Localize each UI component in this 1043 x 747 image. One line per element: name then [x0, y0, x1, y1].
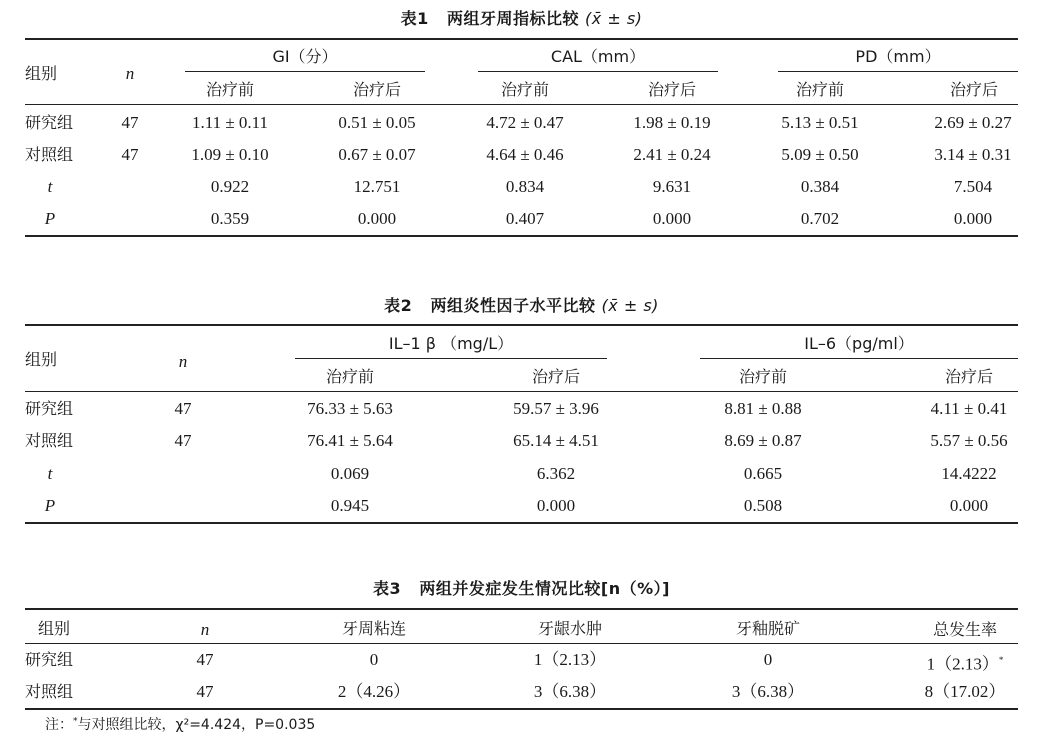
cell-cal-before: 4.72 ± 0.47 [486, 113, 564, 132]
table2-subheader-after: 治疗后 [531, 367, 580, 386]
cell-il1-after: 6.362 [536, 464, 576, 483]
table1-top-rule [25, 38, 1018, 40]
row-n: 47 [196, 650, 214, 669]
cell-il6-before: 8.81 ± 0.88 [724, 399, 802, 418]
table1-subheader-after: 治疗后 [352, 80, 401, 99]
cell-edema: 1（2.13） [533, 650, 607, 669]
row-n: 47 [196, 682, 214, 701]
row-label: 研究组 [25, 650, 74, 669]
cell-adhesion: 2（4.26） [337, 682, 411, 701]
cell-il6-before: 0.508 [743, 496, 783, 515]
table1-bottom-rule [25, 235, 1018, 237]
cell-il1-after: 59.57 ± 3.96 [513, 399, 599, 418]
cell-il1-before: 0.069 [330, 464, 370, 483]
table2-header-rule [25, 391, 1018, 392]
row-label: 对照组 [25, 431, 74, 450]
cell-adhesion: 0 [369, 650, 379, 669]
cell-il1-after: 0.000 [536, 496, 576, 515]
cell-pd-before: 5.09 ± 0.50 [781, 145, 859, 164]
cell-gi-after: 0.000 [357, 209, 397, 228]
cell-cal-after: 2.41 ± 0.24 [633, 145, 711, 164]
table1-header-group: 组别 [25, 64, 58, 83]
cell-gi-before: 0.922 [210, 177, 250, 196]
table2-caption-stat: (x̄ ± s) [601, 296, 659, 315]
row-n: 47 [121, 145, 139, 164]
cell-pd-after: 0.000 [953, 209, 993, 228]
cell-total-value: 1（2.13） [926, 654, 999, 674]
table2-header-n: n [178, 352, 188, 371]
footnote-text: 与对照组比较，χ²=4.424，P=0.035 [77, 717, 316, 733]
cell-cal-after: 0.000 [652, 209, 692, 228]
table1-subheader-before: 治疗前 [500, 80, 549, 99]
cell-gi-before: 1.11 ± 0.11 [191, 113, 269, 132]
table1-caption-title: 两组牙周指标比较 [446, 9, 579, 28]
table1-subheader-before: 治疗前 [795, 80, 844, 99]
table1-gi-underline [185, 71, 425, 72]
footnote-mark: * [73, 716, 78, 727]
table2-caption [0, 293, 1043, 316]
table1-header-pd: PD（mm） [855, 47, 941, 66]
table3-header-n: n [200, 620, 210, 639]
table2-il1-underline [295, 358, 607, 359]
cell-il6-after: 5.57 ± 0.56 [930, 431, 1008, 450]
table1-caption [0, 6, 1043, 29]
cell-il1-after: 65.14 ± 4.51 [513, 431, 599, 450]
table2-caption-title: 两组炎性因子水平比较 [430, 296, 596, 315]
cell-il6-after: 0.000 [949, 496, 989, 515]
table3-header-demineralization: 牙釉脱矿 [735, 619, 800, 638]
table1-cal-underline [478, 71, 718, 72]
table2-subheader-after: 治疗后 [944, 367, 993, 386]
cell-cal-before: 4.64 ± 0.46 [486, 145, 564, 164]
cell-demineralization: 0 [763, 650, 773, 669]
cell-gi-after: 0.67 ± 0.07 [338, 145, 416, 164]
cell-il1-before: 0.945 [330, 496, 370, 515]
table2-header-il6: IL–6（pg/ml） [804, 334, 914, 353]
cell-il6-before: 0.665 [743, 464, 783, 483]
cell-pd-before: 5.13 ± 0.51 [781, 113, 859, 132]
table3-caption-prefix: 表3 [373, 579, 402, 598]
table3-caption-title: 两组并发症发生情况比较[n（%）] [419, 579, 670, 598]
table1-pd-underline [778, 71, 1018, 72]
row-n: 47 [174, 431, 192, 450]
table2-il6-underline [700, 358, 1018, 359]
footnote-prefix: 注： [45, 717, 73, 733]
cell-il1-before: 76.41 ± 5.64 [307, 431, 393, 450]
cell-gi-before: 0.359 [210, 209, 250, 228]
table2-subheader-before: 治疗前 [738, 367, 787, 386]
row-label: t [47, 464, 53, 483]
table3-top-rule [25, 608, 1018, 610]
row-n: 47 [174, 399, 192, 418]
table1-header-cal: CAL（mm） [550, 47, 646, 66]
table2-subheader-before: 治疗前 [325, 367, 374, 386]
table1-caption-prefix: 表1 [400, 9, 429, 28]
significance-mark: * [998, 655, 1004, 665]
cell-pd-after: 3.14 ± 0.31 [934, 145, 1012, 164]
cell-cal-after: 1.98 ± 0.19 [633, 113, 711, 132]
row-n: 47 [121, 113, 139, 132]
table1-subheader-after: 治疗后 [949, 80, 998, 99]
cell-il6-after: 14.4222 [941, 464, 997, 483]
table2-bottom-rule [25, 522, 1018, 524]
table1-subheader-after: 治疗后 [647, 80, 696, 99]
cell-cal-before: 0.834 [505, 177, 545, 196]
cell-cal-before: 0.407 [505, 209, 545, 228]
cell-pd-after: 2.69 ± 0.27 [934, 113, 1012, 132]
row-label: P [44, 209, 56, 228]
table3-header-adhesion: 牙周粘连 [341, 619, 406, 638]
table1-header-rule [25, 104, 1018, 105]
cell-il6-after: 4.11 ± 0.41 [930, 399, 1008, 418]
cell-total [905, 650, 1025, 675]
table1-subheader-before: 治疗前 [205, 80, 254, 99]
cell-cal-after: 9.631 [652, 177, 692, 196]
table1-header-n: n [125, 64, 135, 83]
table1-header-gi: GI（分） [272, 47, 338, 66]
table2-header-il1: IL–1 β （mg/L） [388, 334, 514, 353]
cell-demineralization: 3（6.38） [731, 682, 805, 701]
table3-footnote [45, 714, 315, 734]
cell-pd-before: 0.384 [800, 177, 840, 196]
table3-header-rule [25, 643, 1018, 644]
cell-gi-after: 0.51 ± 0.05 [338, 113, 416, 132]
cell-il6-before: 8.69 ± 0.87 [724, 431, 802, 450]
table3-caption [0, 576, 1043, 599]
row-label: t [47, 177, 53, 196]
cell-pd-after: 7.504 [953, 177, 993, 196]
row-label: P [44, 496, 56, 515]
row-label: 对照组 [25, 682, 74, 701]
row-label: 研究组 [25, 399, 74, 418]
table3-bottom-rule [25, 708, 1018, 710]
cell-edema: 3（6.38） [533, 682, 607, 701]
row-label: 研究组 [25, 113, 74, 132]
cell-total: 8（17.02） [924, 682, 1006, 701]
cell-pd-before: 0.702 [800, 209, 840, 228]
cell-il1-before: 76.33 ± 5.63 [307, 399, 393, 418]
table2-caption-prefix: 表2 [384, 296, 413, 315]
table1-caption-stat: (x̄ ± s) [585, 9, 643, 28]
table3-header-edema: 牙龈水肿 [537, 619, 602, 638]
cell-gi-before: 1.09 ± 0.10 [191, 145, 269, 164]
table2-header-group: 组别 [25, 350, 58, 369]
cell-gi-after: 12.751 [353, 177, 401, 196]
table2-top-rule [25, 324, 1018, 326]
table3-header-total: 总发生率 [932, 620, 997, 639]
row-label: 对照组 [25, 145, 74, 164]
table3-header-group: 组别 [38, 619, 71, 638]
